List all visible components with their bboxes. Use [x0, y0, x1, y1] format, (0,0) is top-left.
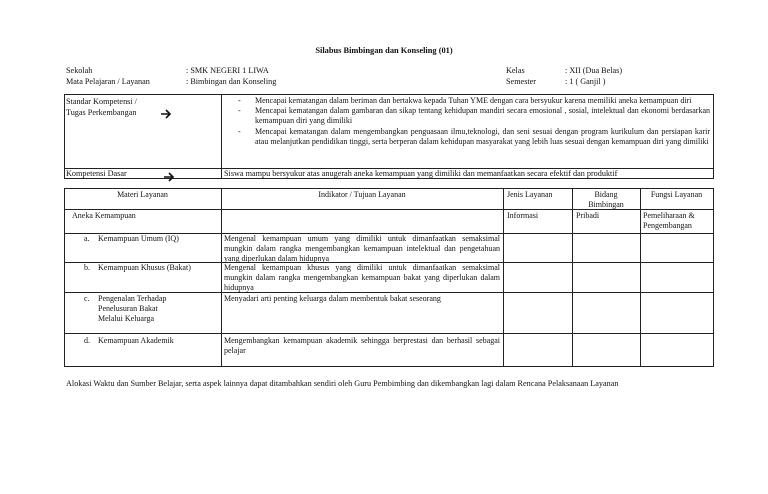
- header-bidang-line2: Bimbingan: [588, 200, 624, 209]
- row-num: a.: [84, 234, 90, 243]
- header-indikator: Indikator / Tujuan Layanan: [318, 190, 406, 199]
- bidang-value: Pribadi: [576, 211, 600, 220]
- header-bidang-line1: Bidang: [594, 190, 618, 199]
- fungsi-line1: Pemeliharaan &: [643, 211, 695, 220]
- page-title: Silabus Bimbingan dan Konseling (01): [315, 46, 453, 55]
- standar-label-line1: Standar Kompetensi /: [66, 97, 137, 106]
- indikator-item: Mengembangkan kemampuan akademik sehingga berprestasi dan berhasil sebagai pelajar: [224, 336, 500, 356]
- kelas-value: : XII (Dua Belas): [565, 66, 623, 75]
- sekolah-value: : SMK NEGERI 1 LIWA: [186, 66, 269, 75]
- row-num: d.: [84, 336, 90, 345]
- group-title: Aneka Kemampuan: [72, 211, 136, 220]
- indikator-item: Mengenal kemampuan umum yang dimiliki untuk dimanfaatkan semaksimal mungkin dalam rangka mengembangkan kemampuan intelektual dan pengetahuan yang diperlukan dalam hidupnya: [224, 234, 500, 264]
- standar-list: [238, 96, 710, 147]
- list-item: - Mencapai kematangan dalam gambaran dan sikap tentang kehidupan mandiri secara emosional , sosial, intelektual dan ekonomi berdasarkan kemampuan diri yang dimiliki: [238, 106, 710, 126]
- mapel-value: : Bimbingan dan Konseling: [186, 77, 277, 86]
- jenis-value: Informasi: [507, 211, 539, 220]
- materi-item: Pengenalan Terhadap: [98, 294, 167, 303]
- materi-item: Penelusuran Bakat: [98, 304, 158, 313]
- materi-item: Kemampuan Akademik: [98, 336, 174, 345]
- row-num: b.: [84, 263, 90, 272]
- kompetensi-value: Siswa mampu bersyukur atas anugerah aneka kemampuan yang dimiliki dan memanfaatkan secara efektif dan produktif: [224, 169, 618, 178]
- list-item: - Mencapai kematangan dalam beriman dan bertakwa kepada Tuhan YME dengan cara bersyukur karena memiliki aneka kemampuan diri: [238, 96, 710, 106]
- fungsi-line2: Pengembangan: [643, 221, 692, 230]
- header-materi: Materi Layanan: [117, 190, 168, 199]
- kompetensi-label: Kompetensi Dasar: [66, 169, 127, 178]
- indikator-item: Mengenal kemampuan khusus yang dimiliki untuk dimanfaatkan semaksimal mungkin dalam rangka mengembangkan kemampuan bakat yang diperlukan dalam hidupnya: [224, 263, 500, 293]
- materi-item: Kemampuan Khusus (Bakat): [98, 263, 191, 272]
- header-fungsi: Fungsi Layanan: [650, 190, 703, 199]
- materi-item: Melalui Keluarga: [98, 314, 155, 323]
- kelas-label: Kelas: [506, 66, 525, 75]
- semester-label: Semester: [506, 77, 537, 86]
- header-jenis: Jenis Layanan: [507, 190, 553, 199]
- materi-item: Kemampuan Umum (IQ): [98, 234, 179, 243]
- mapel-label: Mata Pelajaran / Layanan: [66, 77, 150, 86]
- semester-value: : 1 ( Ganjil ): [565, 77, 606, 86]
- list-item: - Mencapai kematangan dalam mengembangkan penguasaan ilmu,teknologi, dan seni sesuai dengan program kurikulum dan persiapan karir atau melanjutkan pendidikan tinggi, serta berperan dalam kehidupan masyarakat yang lebih luas sesuai dengan kemampuan diri yang dimiliki: [238, 127, 710, 147]
- indikator-item: Menyadari arti penting keluarga dalam membentuk bakat seseorang: [224, 294, 441, 303]
- footer-note: Alokasi Waktu dan Sumber Belajar, serta aspek lainnya dapat ditambahkan sendiri oleh Guru Pembimbing dan dikembangkan lagi dalam Rencana Pelaksanaan Layanan: [66, 379, 619, 388]
- arrow-right-icon: [160, 106, 172, 124]
- row-num: c.: [84, 294, 90, 303]
- arrow-right-icon: [163, 169, 175, 187]
- standar-label-line2: Tugas Perkembangan: [66, 108, 137, 117]
- sekolah-label: Sekolah: [66, 66, 93, 75]
